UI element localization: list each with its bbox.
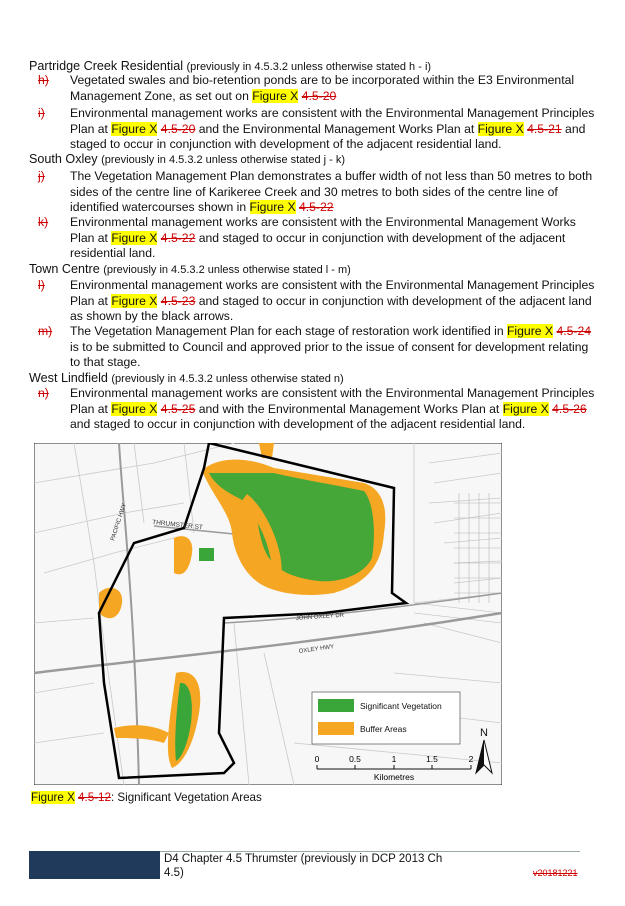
item-text [70,278,598,325]
text-run: is to be submitted to Council and approved prior to the issue of consent for development relating to that stage. [70,339,589,370]
item-text [70,324,598,371]
item-marker: m) [38,324,53,338]
road-label-oxley: OXLEY HWY [298,644,335,655]
list-item-m [38,324,598,372]
north-label: N [480,727,488,739]
figure-ref[interactable]: Figure X [477,121,524,136]
heading-title: Town Centre [29,262,100,276]
figure-ref[interactable]: Figure X [111,293,158,308]
text-run: The Vegetation Management Plan for each stage of restoration work identified in [70,324,507,338]
list-item-k [38,215,598,263]
text-run: Environmental management works are consistent with the Environmental Management Principles Plan at [70,386,595,416]
scale-tick-1-5: 1.5 [426,754,438,764]
deleted-ref: 4.5-26 [552,401,587,416]
text-run: Vegetated swales and bio-retention ponds are to be incorporated within the E3 Environmental Management Zone, as set out on [70,73,575,103]
figure-ref[interactable]: Figure X [111,401,158,416]
figure-ref[interactable]: Figure X [502,401,549,416]
figure-ref[interactable]: Figure X [249,200,296,215]
scale-tick-2: 2 [468,754,474,764]
map-legend [312,692,460,744]
heading-title: West Lindfield [29,371,108,385]
text-run: and staged to occur in conjunction with development of the adjacent residential land. [70,417,526,432]
heading-note: (previously in 4.5.3.2 unless otherwise stated j - k) [101,154,346,166]
text-run: and staged to occur in conjunction with development of the adjacent residential land. [70,121,586,152]
figure-caption [31,791,262,804]
item-text [70,169,598,216]
heading-note: (previously in 4.5.3.2 unless otherwise stated n) [111,373,344,385]
figure-ref[interactable]: Figure X [111,121,158,136]
heading-note: (previously in 4.5.3.2 unless otherwise stated l - m) [103,264,351,276]
text-run: Environmental management works are consistent with the Environmental Management Principles Plan at [70,106,595,136]
footer-text: D4 Chapter 4.5 Thrumster (previously in DCP 2013 Ch 4.5) [164,853,443,879]
deleted-ref: 4.5-20 [301,88,337,103]
caption-deleted-ref: 4.5-12 [78,791,111,804]
deleted-ref: 4.5-22 [160,230,196,245]
item-text [70,106,598,153]
scale-tick-0: 0 [314,754,320,764]
deleted-ref: 4.5-22 [298,200,334,215]
section-heading-south-oxley [29,152,345,166]
figure-ref[interactable]: Figure X [252,88,299,103]
list-item-l [38,278,598,326]
item-marker: n) [38,386,49,400]
list-item-j [38,169,598,217]
item-text [70,215,598,262]
list-item-i [38,106,598,154]
section-heading-partridge [29,59,431,73]
text-run: and with the Environmental Management Works Plan at [195,401,503,416]
scale-unit: Kilometres [373,772,415,782]
item-text [70,73,598,104]
legend-label-buffer: Buffer Areas [360,724,407,734]
deleted-ref: 4.5-25 [160,401,196,416]
heading-title: Partridge Creek Residential [29,59,183,73]
list-item-n [38,386,598,434]
caption-figure-ref: Figure X [31,791,75,804]
heading-note: (previously in 4.5.3.2 unless otherwise stated h - i) [186,61,432,73]
list-item-h [38,73,598,105]
road-label-john-oxley: JOHN OXLEY DR [295,612,345,622]
item-marker: i) [38,106,45,120]
text-run: and staged to occur in conjunction with development of the adjacent land as shown by the black arrows. [70,293,592,324]
legend-label-significant: Significant Vegetation [360,701,442,711]
deleted-ref: 4.5-20 [160,121,196,136]
version-stamp: v20181221 [533,868,578,878]
item-marker: l) [38,278,45,292]
scale-tick-0-5: 0.5 [349,754,361,764]
caption-text: : Significant Vegetation Areas [110,791,262,804]
figure-ref[interactable]: Figure X [111,230,158,245]
deleted-ref: 4.5-23 [160,293,196,308]
text-run: and staged to occur in conjunction with development of the adjacent residential land. [70,230,566,261]
legend-swatch-significant [318,699,354,712]
deleted-ref: 4.5-24 [556,324,591,338]
figure-ref[interactable]: Figure X [506,324,554,338]
text-run: Environmental management works are consistent with the Environmental Management Principles Plan at [70,278,595,308]
section-heading-town-centre [29,262,351,276]
vegetation-map [34,443,502,785]
text-run: Environmental management works are consistent with the Environmental Management Works Plan at [70,215,576,245]
heading-title: South Oxley [29,152,98,166]
road-label-thrumster: THRUMSTER ST [151,519,204,532]
legend-swatch-buffer [318,722,354,735]
item-text [70,386,598,433]
text-run: and the Environmental Management Works Plan at [195,121,478,136]
deleted-ref: 4.5-21 [527,121,562,136]
text-run: The Vegetation Management Plan demonstrates a buffer width of not less than 50 metres to both sides of the centre line of Karikeree Creek and 30 metres to both sides of the centre line of identified watercourses shown in [70,169,593,215]
section-heading-west-lindfield [29,371,344,385]
road-label-pacific: PACIFIC HWY [110,502,128,542]
item-marker: h) [38,73,49,87]
footer-bar [29,851,160,879]
scale-tick-1: 1 [391,754,397,764]
item-marker: j) [38,169,45,183]
item-marker: k) [38,215,49,229]
